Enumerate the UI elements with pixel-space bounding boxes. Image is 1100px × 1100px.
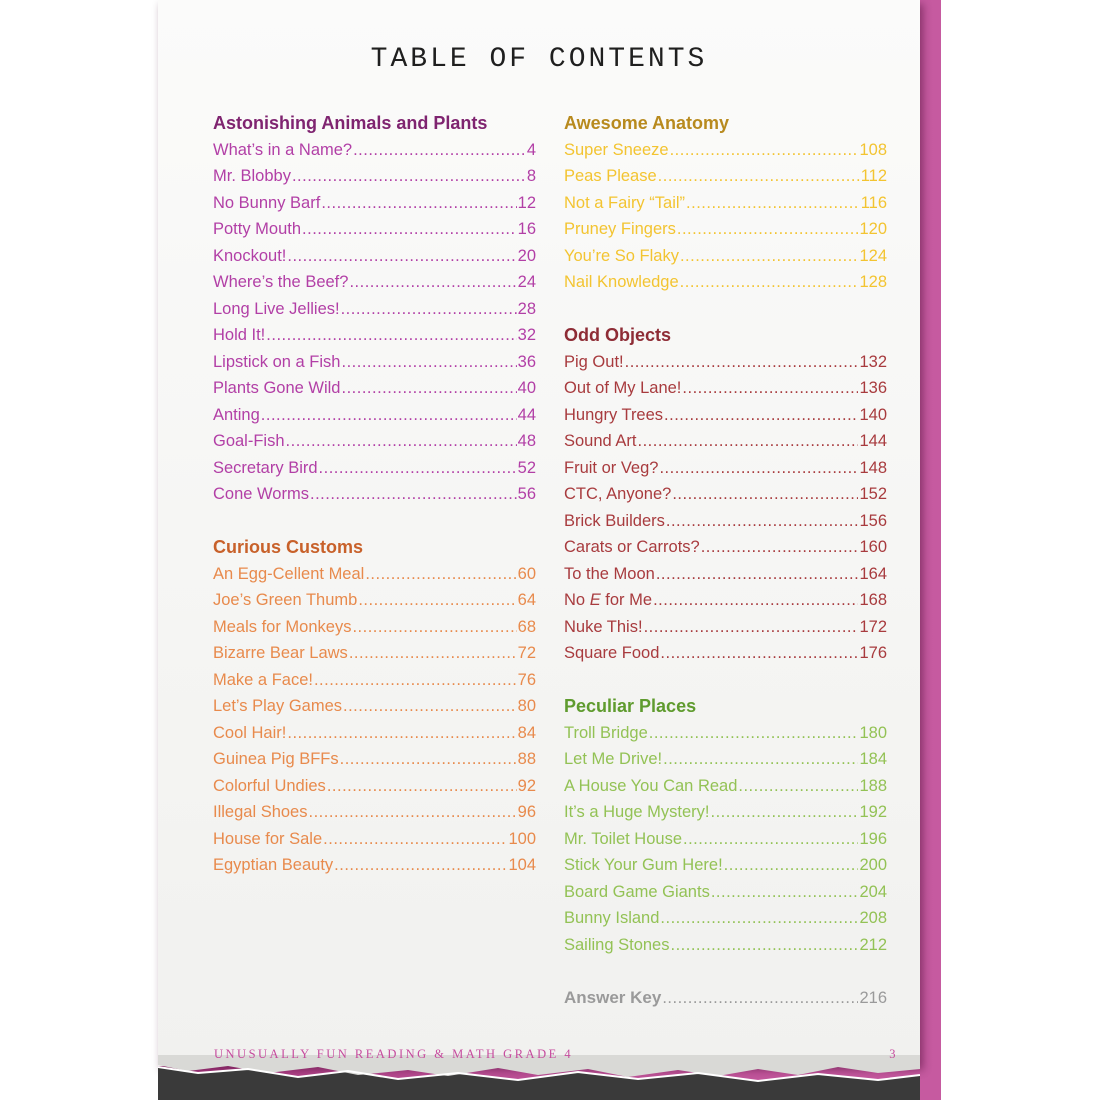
toc-entry [213,773,536,800]
leader-dots [644,614,859,641]
footer-book-title: UNUSUALLY FUN READING & MATH GRADE 4 [214,1047,574,1061]
leader-dots [292,163,526,190]
entry-page-number: 48 [517,432,536,450]
entry-page-number: 80 [517,697,536,715]
leader-dots [341,296,517,323]
leader-dots [352,614,516,641]
entry-page-number: 132 [859,352,887,371]
entry-title: Brick Builders [564,511,665,530]
entry-page-number: 44 [517,405,536,424]
leader-dots [349,269,516,296]
entry-title: Plants Gone Wild [213,379,341,397]
section-heading: Odd Objects [564,325,672,345]
entry-title: Sound Art [564,432,637,450]
leader-dots [672,481,858,508]
entry-title: It’s a Huge Mystery! [564,803,710,821]
leader-dots [649,720,859,747]
entry-title: Long Live Jellies! [213,299,340,318]
entry-title: Meals for Monkeys [213,617,352,636]
entry-page-number: 56 [517,485,536,503]
entry-page-number: 60 [517,564,536,583]
toc-entry [213,481,536,508]
leader-dots [323,826,507,853]
entries-animals [213,137,536,508]
section-heading: Astonishing Animals and Plants [213,113,488,133]
entry-title: Lipstick on a Fish [213,352,341,371]
entry-page-number: 136 [859,379,887,397]
entry-page-number: 168 [859,591,887,609]
leader-dots [660,905,858,932]
answer-key-entry [564,985,887,1012]
toc-entry [213,587,536,614]
toc-entry [213,455,536,482]
entry-page-number: 100 [508,829,536,848]
leader-dots [683,826,858,853]
section-places [564,693,887,958]
toc-entry [213,375,536,402]
entries-places [564,720,887,959]
toc-entry [564,587,887,614]
entry-page-number: 180 [859,723,887,742]
entry-title: Let Me Drive! [564,750,663,768]
toc-entry [213,163,536,190]
leader-dots [349,640,517,667]
toc-entry [213,137,536,164]
leader-dots [664,402,858,429]
leader-dots [266,322,516,349]
leader-dots [353,137,526,164]
toc-entry [213,428,536,455]
toc-entry [213,402,536,429]
entry-page-number: 8 [526,167,536,185]
entry-title: House for Sale [213,829,323,848]
entry-page-number: 12 [517,193,536,212]
entry-title: Hungry Trees [564,405,664,424]
entry-page-number: 212 [859,935,887,954]
entry-title: Cone Worms [213,485,309,503]
entry-title: Carats or Carrots? [564,538,700,556]
entry-title-part: No [564,591,590,609]
toc-entry [564,137,887,164]
entry-page-number: 108 [859,140,887,159]
leader-dots [660,640,858,667]
entry-page-number: 76 [517,670,536,689]
entry-page-number: 184 [859,750,887,768]
entry-page-number: 124 [859,246,887,265]
section-objects [564,322,887,667]
leader-dots [358,587,516,614]
footer-page-number: 3 [889,1047,898,1061]
leader-dots [677,216,859,243]
entry-title-part: for Me [600,591,653,609]
leader-dots [321,190,516,217]
entry-page-number: 188 [859,776,887,795]
toc-entry [213,269,536,296]
toc-entry [213,720,536,747]
toc-entry [213,296,536,323]
toc-entry [564,216,887,243]
section-heading: Awesome Anatomy [564,113,730,133]
leader-dots [738,773,858,800]
entry-title: Make a Face! [213,670,313,689]
entry-page-number: 52 [517,458,536,477]
entry-title: Peas Please [564,167,657,185]
section-heading: Curious Customs [213,537,364,557]
leader-dots [658,163,860,190]
toc-entry [564,481,887,508]
toc-entry [564,163,887,190]
entry-title: Troll Bridge [564,723,648,742]
entry-title: You’re So Flaky [564,246,679,265]
toc-entry [564,799,887,826]
leader-dots [343,693,517,720]
entry-title: Sailing Stones [564,935,670,954]
entry-title: Goal-Fish [213,432,285,450]
entry-page-number: 4 [526,140,536,159]
toc-entry [213,693,536,720]
leader-dots [680,243,859,270]
toc-entry [564,879,887,906]
leader-dots [287,243,516,270]
entry-page-number: 204 [859,882,887,901]
leader-dots [686,190,860,217]
toc-entry [213,640,536,667]
entry-page-number: 120 [859,220,887,238]
leader-dots [711,879,859,906]
toc-entry [213,826,536,853]
toc-entry [564,905,887,932]
leader-dots [327,773,517,800]
entry-title: An Egg-Cellent Meal [213,564,365,583]
toc-entry [564,375,887,402]
entry-page-number: 96 [517,803,536,821]
entry-title: Hold It! [213,326,266,344]
entry-title: A House You Can Read [564,776,738,795]
entry-page-number: 148 [859,458,887,477]
entry-title: Anting [213,405,260,424]
page-title: TABLE OF CONTENTS [370,44,708,75]
entry-title: To the Moon [564,564,655,583]
entry-page-number: 88 [517,750,536,768]
toc-entry [564,852,887,879]
leader-dots [663,746,858,773]
entry-title: No Bunny Barf [213,193,321,212]
leader-dots [341,349,516,376]
entry-title: Guinea Pig BFFs [213,750,339,768]
toc-entry [564,243,887,270]
entry-page-number: 112 [860,167,887,185]
entry-title [564,587,652,614]
toc-entry [564,720,887,747]
entry-page-number: 28 [517,299,536,318]
toc-entry [213,746,536,773]
toc-entry [213,561,536,588]
entry-page-number: 200 [859,856,887,874]
toc-entry [564,269,887,296]
toc-entry [564,773,887,800]
toc-entry [564,402,887,429]
entry-page-number: 164 [859,564,887,583]
leader-dots [666,508,859,535]
toc-entry [564,349,887,376]
leader-dots [653,587,858,614]
leader-dots [625,349,859,376]
entry-page-number: 68 [517,617,536,636]
toc-entry [213,852,536,879]
entry-title: Square Food [564,644,660,662]
leader-dots [340,746,517,773]
entry-title: Knockout! [213,246,287,265]
entry-page-number: 116 [860,193,887,212]
entry-title: Fruit or Veg? [564,458,659,477]
entry-title: Joe’s Green Thumb [213,591,358,609]
toc-entry [213,322,536,349]
leader-dots [341,375,516,402]
entry-title: Mr. Toilet House [564,829,682,848]
entry-page-number: 72 [517,644,536,662]
leader-dots [637,428,858,455]
toc-column-left [213,110,536,905]
entry-page-number: 144 [859,432,887,450]
entry-page-number: 172 [859,617,887,636]
entry-title: Pruney Fingers [564,220,676,238]
entry-page-number: 160 [859,538,887,556]
entry-title: Board Game Giants [564,882,710,901]
leader-dots [701,534,859,561]
toc-entry [564,640,887,667]
entries-customs [213,561,536,879]
toc-entry [564,932,887,959]
entry-page-number: 40 [517,379,536,397]
leader-dots [711,799,859,826]
toc-entry [564,534,887,561]
entry-title: Nuke This! [564,617,643,636]
toc-entry [213,799,536,826]
entry-title: Egyptian Beauty [213,856,334,874]
entry-page-number: 24 [517,273,536,291]
entry-page-number: 84 [517,723,536,742]
entry-page-number: 196 [859,829,887,848]
toc-entry [213,349,536,376]
page-footer [214,1047,898,1062]
toc-entry [564,746,887,773]
entry-page-number: 64 [517,591,536,609]
toc-entry [213,190,536,217]
entry-page-number: 152 [859,485,887,503]
entry-page-number: 36 [517,352,536,371]
leader-dots [308,799,516,826]
entry-title: Potty Mouth [213,220,302,238]
entry-title: Colorful Undies [213,776,326,795]
leader-dots [319,455,517,482]
toc-entry [213,216,536,243]
entry-page-number: 92 [517,776,536,795]
leader-dots [680,269,859,296]
entry-title: Pig Out! [564,352,624,371]
entry-title: Bizarre Bear Laws [213,644,348,662]
section-customs [213,534,536,879]
entry-page-number: 16 [517,220,536,238]
leader-dots [365,561,516,588]
toc-entry [213,667,536,694]
leader-dots [334,852,507,879]
section-heading: Peculiar Places [564,696,697,716]
entry-page-number: 156 [859,511,887,530]
leader-dots [671,932,859,959]
leader-dots [724,852,859,879]
section-anatomy [564,110,887,296]
section-animals [213,110,536,508]
entry-title: What’s in a Name? [213,140,353,159]
entry-title: Out of My Lane! [564,379,682,397]
entry-title: Not a Fairy “Tail” [564,193,686,212]
entry-title: Super Sneeze [564,140,669,159]
toc-entry [213,243,536,270]
entry-title: Mr. Blobby [213,167,291,185]
toc-entry [564,826,887,853]
toc-entry [564,561,887,588]
entries-anatomy [564,137,887,296]
answer-key-label: Answer Key [564,987,662,1007]
entry-title: Nail Knowledge [564,273,679,291]
entry-page-number: 32 [517,326,536,344]
entries-objects [564,349,887,667]
entry-page-number: 208 [859,909,887,927]
leader-dots [261,402,517,429]
entry-page-number: 192 [859,803,887,821]
entry-page-number: 128 [859,273,887,291]
entry-title: Cool Hair! [213,723,287,742]
answer-key-page: 216 [859,988,887,1007]
entry-title: Stick Your Gum Here! [564,856,723,874]
leader-dots [314,667,517,694]
entry-page-number: 20 [517,246,536,265]
leader-dots [656,561,859,588]
leader-dots [670,137,859,164]
entry-page-number: 104 [508,856,536,874]
entry-title: Illegal Shoes [213,803,308,821]
leader-dots [287,720,516,747]
toc-entry [564,614,887,641]
entry-page-number: 140 [859,405,887,424]
toc-column-right [564,110,887,1011]
toc-entry [564,428,887,455]
leader-dots [310,481,517,508]
leader-dots [302,216,517,243]
entry-title: Bunny Island [564,909,660,927]
entry-title: Secretary Bird [213,458,318,477]
leader-dots [659,455,858,482]
toc-entry [213,614,536,641]
entry-title: Let’s Play Games [213,697,343,715]
entry-title-part: E [589,591,601,609]
toc-entry [564,190,887,217]
entry-page-number: 176 [859,644,887,662]
leader-dots [286,428,517,455]
entry-title: CTC, Anyone? [564,485,672,503]
toc-entry [564,455,887,482]
toc-entry [564,508,887,535]
entry-title: Where’s the Beef? [213,273,349,291]
leader-dots [662,985,858,1012]
leader-dots [682,375,858,402]
